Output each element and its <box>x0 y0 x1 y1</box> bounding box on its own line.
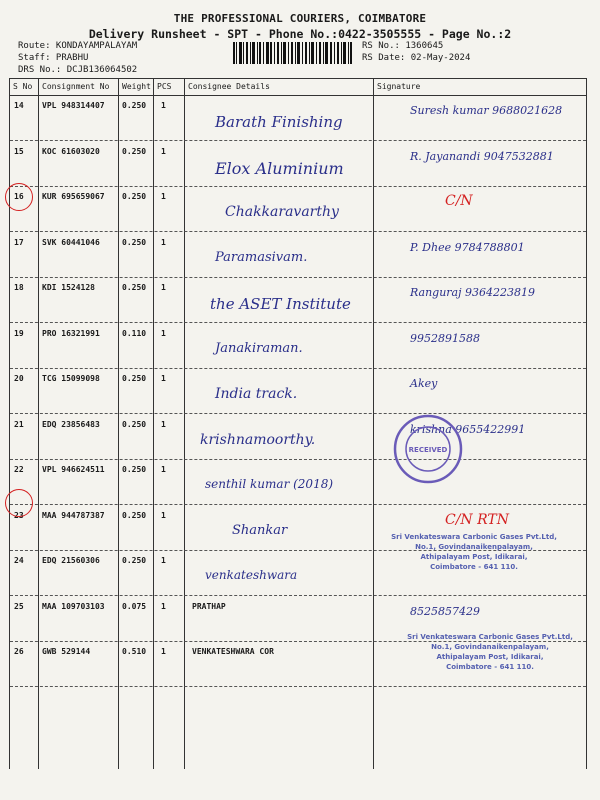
table-row <box>10 414 586 460</box>
col-pcs: PCS <box>157 82 172 91</box>
stamp-line: Coimbatore - 641 110. <box>430 563 518 571</box>
consignee-name: krishnamoorthy. <box>200 431 316 448</box>
serial-number: 20 <box>14 374 24 383</box>
table-row <box>10 277 586 323</box>
consignment-number: VPL 948314407 <box>42 101 105 110</box>
consignee-name: senthil kumar (2018) <box>205 477 334 491</box>
stamp-line: Athipalayam Post, Idikarai, <box>420 553 528 561</box>
weight-value: 0.250 <box>122 146 147 156</box>
serial-number: 15 <box>14 146 24 156</box>
weight-value: 0.250 <box>122 192 147 201</box>
pieces-count: 1 <box>161 146 166 156</box>
staff: Staff: PRABHU <box>18 53 89 63</box>
rs-number: RS No.: 1360645 <box>362 41 444 51</box>
consignment-number: KDI 1524128 <box>42 283 95 292</box>
weight-value: 0.250 <box>122 465 147 474</box>
pieces-count: 1 <box>161 101 166 110</box>
consignment-number: EDQ 21560306 <box>42 556 100 565</box>
pieces-count: 1 <box>161 237 166 247</box>
consignee-name: Paramasivam. <box>215 249 308 265</box>
rs-info <box>362 40 470 64</box>
weight-value: 0.250 <box>122 419 147 429</box>
serial-number: 23 <box>14 510 24 520</box>
rs-date: RS Date: 02-May-2024 <box>362 53 471 63</box>
weight-value: 0.250 <box>122 374 147 383</box>
weight-value: 0.110 <box>122 328 147 338</box>
received-seal <box>393 414 463 484</box>
stamp-line: No.1, Govindanaikenpalayam, <box>415 543 533 551</box>
table-row <box>10 141 586 187</box>
pieces-count: 1 <box>161 601 166 611</box>
seal-text: RECEIVED <box>408 446 448 454</box>
signature-entry: P. Dhee 9784788801 <box>410 240 525 254</box>
stamp-line: Athipalayam Post, Idikarai, <box>436 653 544 661</box>
serial-number: 22 <box>14 465 24 474</box>
signature-entry: Suresh kumar 9688021628 <box>410 104 563 117</box>
weight-value: 0.250 <box>122 101 147 110</box>
table-row <box>10 95 586 141</box>
table-header <box>10 79 586 96</box>
col-consignee: Consignee Details <box>188 82 270 91</box>
consignment-number: KUR 695659067 <box>42 192 105 201</box>
route: Route: KONDAYAMPALAYAM <box>18 41 138 51</box>
red-circle-mark <box>5 183 33 211</box>
consignee-name: Janakiraman. <box>215 340 303 356</box>
signature-entry: 8525857429 <box>410 604 480 618</box>
signature-entry: Akey <box>410 377 438 390</box>
serial-number: 18 <box>14 283 24 292</box>
pieces-count: 1 <box>161 192 166 201</box>
consignment-number: VPL 946624511 <box>42 465 105 474</box>
table-row <box>10 232 586 278</box>
pieces-count: 1 <box>161 510 166 520</box>
serial-number: 26 <box>14 647 24 656</box>
weight-value: 0.075 <box>122 601 147 611</box>
signature-entry: R. Jayanandi 9047532881 <box>410 149 554 163</box>
consignee-name: VENKATESHWARA COR <box>192 647 274 656</box>
consignee-name: Shankar <box>232 522 288 538</box>
company-stamp <box>374 532 574 572</box>
consignee-name: Barath Finishing <box>215 113 343 131</box>
table-row <box>10 186 586 232</box>
col-sno: S No <box>13 82 33 91</box>
serial-number: 19 <box>14 328 24 338</box>
company-stamp <box>390 632 590 672</box>
weight-value: 0.250 <box>122 283 147 292</box>
weight-value: 0.250 <box>122 237 147 247</box>
stamp-line: Sri Venkateswara Carbonic Gases Pvt.Ltd, <box>407 633 573 641</box>
red-circle-mark <box>5 489 33 517</box>
barcode <box>233 42 353 64</box>
pieces-count: 1 <box>161 374 166 383</box>
pieces-count: 1 <box>161 647 166 656</box>
serial-number: 25 <box>14 601 24 611</box>
col-consignment: Consignment No <box>42 82 110 91</box>
consignment-number: GWB 529144 <box>42 647 91 656</box>
col-weight: Weight <box>122 82 151 91</box>
consignment-number: SVK 60441046 <box>42 237 100 247</box>
pieces-count: 1 <box>161 283 166 292</box>
signature-entry: 9952891588 <box>410 331 480 345</box>
consignment-number: MAA 109703103 <box>42 601 105 611</box>
weight-value: 0.510 <box>122 647 147 656</box>
serial-number: 24 <box>14 556 24 565</box>
consignee-name: the ASET Institute <box>210 295 351 313</box>
serial-number: 21 <box>14 419 24 429</box>
runsheet-subtitle: Delivery Runsheet - SPT - Phone No.:0422-3505555 - Page No.:2 <box>88 27 512 41</box>
pieces-count: 1 <box>161 419 166 429</box>
signature-entry: C/N RTN <box>445 511 510 528</box>
signature-entry: krishna 9655422991 <box>410 422 526 436</box>
table-row <box>10 323 586 369</box>
weight-value: 0.250 <box>122 510 147 520</box>
consignment-number: EDQ 23856483 <box>42 419 100 429</box>
consignment-number: TCG 15099098 <box>42 374 100 383</box>
pieces-count: 1 <box>161 465 166 474</box>
signature-entry: Ranguraj 9364223819 <box>410 286 536 299</box>
consignee-name: Chakkaravarthy <box>225 204 339 220</box>
consignment-number: PRO 16321991 <box>42 328 100 338</box>
serial-number: 14 <box>14 101 24 110</box>
consignee-name: venkateshwara <box>205 568 298 582</box>
consignment-number: MAA 944787387 <box>42 510 105 520</box>
pieces-count: 1 <box>161 556 166 565</box>
stamp-line: No.1, Govindanaikenpalayam, <box>431 643 549 651</box>
consignee-name: Elox Aluminium <box>215 158 344 178</box>
consignee-name: PRATHAP <box>192 601 226 611</box>
consignee-name: India track. <box>215 386 298 402</box>
table-row <box>10 459 586 505</box>
weight-value: 0.250 <box>122 556 147 565</box>
signature-entry: C/N <box>445 193 473 209</box>
drs-number: DRS No.: DCJB136064502 <box>18 65 138 75</box>
table-row <box>10 368 586 414</box>
consignment-number: KOC 61603020 <box>42 146 100 156</box>
route-info <box>18 40 137 76</box>
serial-number: 16 <box>14 192 24 201</box>
stamp-line: Coimbatore - 641 110. <box>446 663 534 671</box>
serial-number: 17 <box>14 237 24 247</box>
pieces-count: 1 <box>161 328 166 338</box>
company-title: THE PROFESSIONAL COURIERS, COIMBATORE <box>173 12 427 25</box>
stamp-line: Sri Venkateswara Carbonic Gases Pvt.Ltd, <box>391 533 557 541</box>
col-signature: Signature <box>377 82 421 91</box>
